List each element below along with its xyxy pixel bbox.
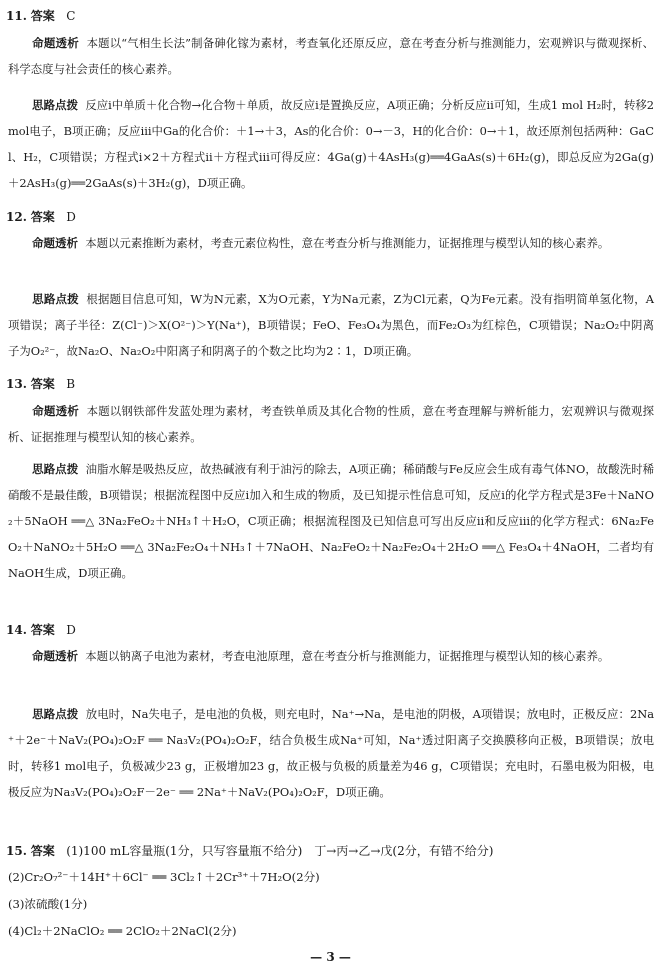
q13-answer-value: B (66, 377, 76, 391)
q11-answer-heading (6, 7, 75, 24)
q13-analysis-label: 命题透析 (32, 404, 79, 418)
q12-hint (8, 286, 654, 364)
q15-line-3: (3)浓硫酸(1分) (8, 897, 88, 911)
q11-analysis-text: 本题以“气相生长法”制备砷化镓为素材，考查氧化还原反应，意在考查分析与推测能力，宏观辨识与微观探析、科学态度与社会责任的核心素养。 (8, 36, 655, 76)
q14-answer-value: D (66, 623, 76, 637)
page-number: — 3 — (310, 950, 351, 964)
q14-number: 14. (6, 623, 27, 637)
q11-number: 11. (6, 9, 27, 23)
q15-answer-heading (6, 842, 493, 859)
q13-analysis-text: 本题以钢铁部件发蓝处理为素材，考查铁单质及其化合物的性质，意在考查理解与辨析能力，宏观辨识与微观探析、证据推理与模型认知的核心素养。 (8, 404, 654, 444)
q15-line-1: (1)100 mL容量瓶(1分，只写容量瓶不给分) 丁→丙→乙→戊(2分，有错不给分) (66, 844, 494, 858)
q11-analysis (8, 30, 654, 82)
q14-analysis (8, 643, 654, 669)
q14-hint-text: 放电时，Na失电子，是电池的负极，则充电时，Na⁺→Na，是电池的阴极，A项错误；放电时，正极反应：2Na⁺＋2e⁻＋NaV₂(PO₄)₂O₂F ══ Na₃V₂(PO₄)₂O₂F，结合负极生成Na⁺可知，Na⁺透过阳离子交换膜移向正极，B项错误；放电时，转移1 mol电子，负极减少23 g，正极增加23 g，故正极与负极的质量差为46 g，C项错误；充电时，石墨电极为阳极，电极反应为Na₃V₂(PO₄)₂O₂F－2e⁻ ══ 2Na⁺＋NaV₂(PO₄)₂O₂F，D项正确。 (8, 707, 654, 799)
q14-answer-label: 答案 (30, 623, 55, 637)
q12-hint-text: 根据题目信息可知，W为N元素，X为O元素，Y为Na元素，Z为Cl元素，Q为Fe元素。没有指明简单氢化物，A项错误；离子半径：Z(Cl⁻)＞X(O²⁻)＞Y(Na⁺)，B项错误；FeO、Fe₃O₄为黑色，而Fe₂O₃为红棕色，C项错误；Na₂O₂中阴离子为O₂²⁻，故Na₂O、Na₂O₂中阳离子和阴离子的个数之比均为2∶1，D项正确。 (8, 292, 654, 358)
q15-line-4: (4)Cl₂＋2NaClO₂ ══ 2ClO₂＋2NaCl(2分) (8, 924, 237, 938)
q12-hint-label: 思路点拨 (32, 292, 79, 306)
q12-analysis-label: 命题透析 (32, 236, 78, 250)
q14-hint (8, 701, 654, 805)
q12-analysis-text: 本题以元素推断为素材，考查元素位构性，意在考查分析与推测能力，证据推理与模型认知的核心素养。 (85, 236, 610, 250)
q13-answer-heading (6, 375, 75, 392)
q13-analysis (8, 398, 654, 450)
q13-hint (8, 456, 654, 586)
q12-answer-heading (6, 208, 76, 225)
q14-analysis-text: 本题以钠离子电池为素材，考查电池原理，意在考查分析与推测能力，证据推理与模型认知的核心素养。 (85, 649, 610, 663)
q15-answer-label: 答案 (30, 844, 55, 858)
q13-hint-label: 思路点拨 (32, 462, 79, 476)
q12-number: 12. (6, 210, 27, 224)
q11-hint-text: 反应ⅰ中单质＋化合物→化合物＋单质，故反应ⅰ是置换反应，A项正确；分析反应ⅱ可知，生成1 mol H₂时，转移2 mol电子，B项正确；反应ⅲ中Ga的化合价：＋1→＋3，As的化合价：0→－3，H的化合价：0→＋1，故还原剂包括两种：GaCl、H₂，C项错误；方程式ⅰ×2＋方程式ⅱ＋方程式ⅲ可得反应：4Ga(g)＋4AsH₃(g)══4GaAs(s)＋6H₂(g)，即总反应为2Ga(g)＋2AsH₃(g)══2GaAs(s)＋3H₂(g)，D项正确。 (8, 98, 654, 190)
q12-answer-value: D (66, 210, 76, 224)
q11-answer-value: C (66, 9, 76, 23)
q15-number: 15. (6, 844, 27, 858)
q12-answer-label: 答案 (30, 210, 55, 224)
q11-analysis-label: 命题透析 (32, 36, 79, 50)
q13-hint-text: 油脂水解是吸热反应，故热碱液有利于油污的除去，A项正确；稀硝酸与Fe反应会生成有毒气体NO，故酸洗时稀硝酸不是最佳酸，B项错误；根据流程图中反应ⅰ加入和生成的物质，及已知提示性信息可知，反应ⅰ的化学方程式是3Fe＋NaNO₂＋5NaOH ══△ 3Na₂FeO₂＋NH₃↑＋H₂O，C项正确；根据流程图及已知信息可写出反应ⅱ和反应ⅲ的化学方程式：6Na₂FeO₂＋NaNO₂＋5H₂O ══△ 3Na₂Fe₂O₄＋NH₃↑＋7NaOH、Na₂FeO₂＋Na₂Fe₂O₄＋2H₂O ══△ Fe₃O₄＋4NaOH，二者均有NaOH生成，D项正确。 (8, 462, 654, 580)
q11-hint-label: 思路点拨 (32, 98, 79, 112)
q14-hint-label: 思路点拨 (32, 707, 79, 721)
q13-answer-label: 答案 (30, 377, 55, 391)
q14-analysis-label: 命题透析 (32, 649, 78, 663)
q14-answer-heading (6, 621, 76, 638)
q13-number: 13. (6, 377, 27, 391)
q11-answer-label: 答案 (30, 9, 55, 23)
q12-analysis (8, 230, 654, 256)
q15-line-2: (2)Cr₂O₇²⁻＋14H⁺＋6Cl⁻ ══ 3Cl₂↑＋2Cr³⁺＋7H₂O(2分) (8, 870, 320, 884)
q11-hint (8, 92, 654, 196)
